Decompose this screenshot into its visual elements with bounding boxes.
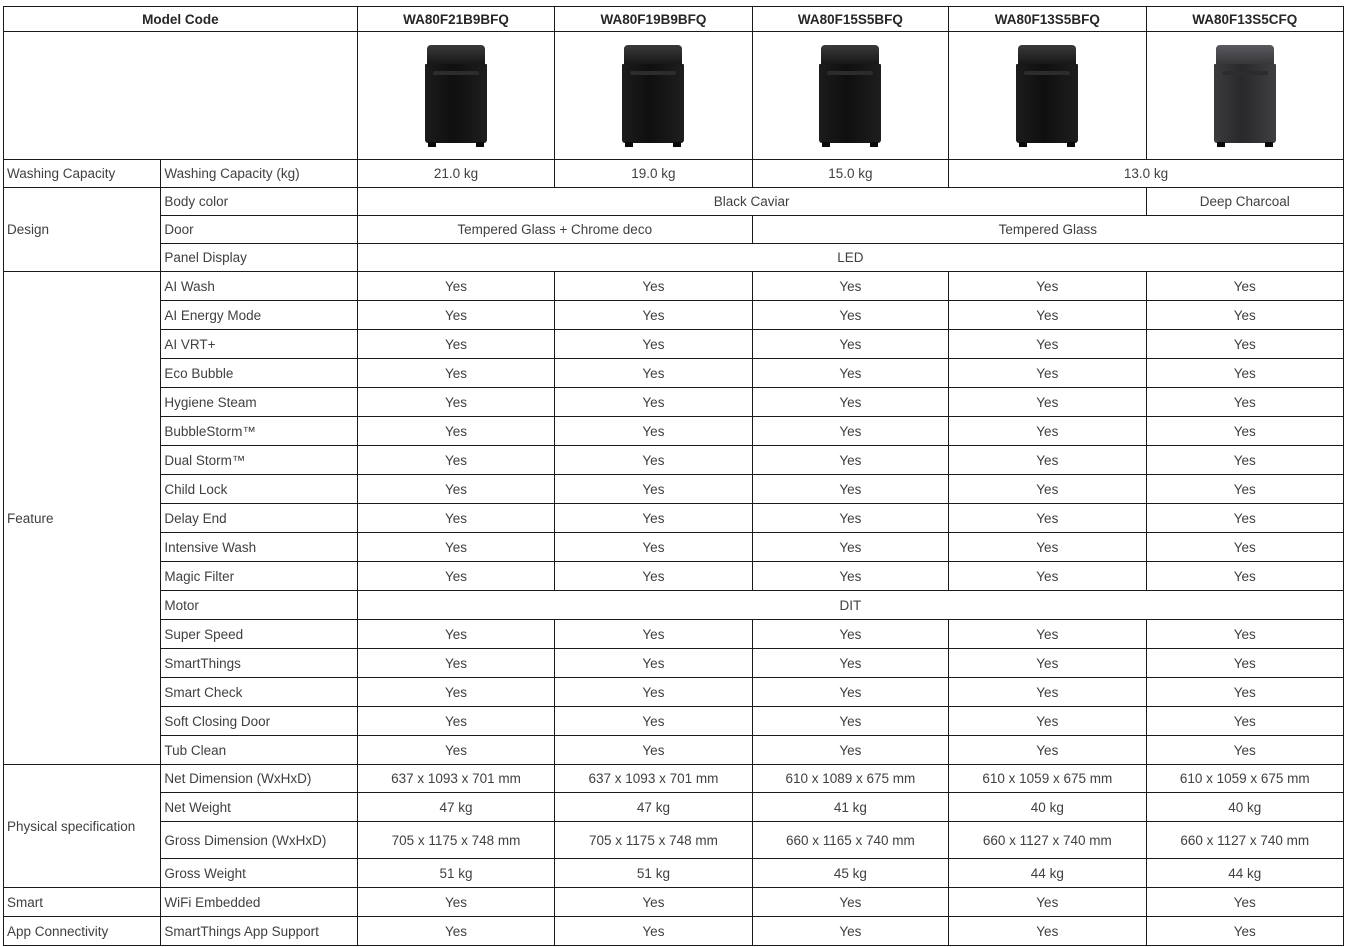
spec-value: Yes [357,736,554,765]
feature-row [4,359,1344,388]
motor-row [4,591,1344,620]
group-label: Feature [4,272,161,765]
spec-value: Yes [752,678,948,707]
spec-value: Yes [1146,475,1343,504]
spec-value: 45 kg [752,859,948,888]
spec-value: Yes [555,272,752,301]
product-image [952,45,1142,147]
spec-value: Yes [555,475,752,504]
spec-value: 660 x 1127 x 740 mm [949,822,1146,859]
spec-value: DIT [357,591,1343,620]
spec-value: Deep Charcoal [1146,188,1343,216]
spec-value: Yes [357,707,554,736]
spec-label: Magic Filter [161,562,357,591]
product-image-cell [752,32,948,160]
spec-label: BubbleStorm™ [161,417,357,446]
spec-value: Yes [752,272,948,301]
spec-value: Yes [752,388,948,417]
image-row-blank [4,32,358,160]
spec-value: Yes [949,649,1146,678]
feature-row [4,562,1344,591]
spec-value: Yes [357,359,554,388]
spec-value: Yes [949,620,1146,649]
physical-row [4,822,1344,859]
spec-value: Yes [949,917,1146,946]
spec-value: Yes [555,330,752,359]
feature-row [4,504,1344,533]
spec-label: Delay End [161,504,357,533]
spec-value: Yes [949,533,1146,562]
spec-value: Yes [357,475,554,504]
spec-value: 637 x 1093 x 701 mm [357,765,554,793]
spec-label: Net Dimension (WxHxD) [161,765,357,793]
feature-row [4,736,1344,765]
spec-value: Yes [949,272,1146,301]
spec-value: Tempered Glass + Chrome deco [357,216,752,244]
spec-value: Yes [949,359,1146,388]
spec-value: Yes [357,417,554,446]
spec-value: Yes [752,736,948,765]
spec-value: Yes [357,917,554,946]
spec-value: Yes [752,446,948,475]
spec-value: Yes [555,888,752,917]
spec-value: Yes [752,417,948,446]
feature-row [4,388,1344,417]
spec-value: Yes [555,649,752,678]
spec-value: Yes [1146,649,1343,678]
spec-label: WiFi Embedded [161,888,357,917]
spec-value: Yes [357,649,554,678]
model-name: WA80F21B9BFQ [357,7,554,32]
spec-label: Eco Bubble [161,359,357,388]
product-image-cell [357,32,554,160]
spec-value: Yes [357,446,554,475]
spec-value: Yes [1146,533,1343,562]
spec-value: Yes [1146,707,1343,736]
spec-value: 610 x 1059 x 675 mm [949,765,1146,793]
spec-value: Yes [357,388,554,417]
spec-value: 47 kg [357,793,554,822]
spec-value: Yes [1146,736,1343,765]
spec-value: 705 x 1175 x 748 mm [555,822,752,859]
feature-row [4,649,1344,678]
spec-label: SmartThings [161,649,357,678]
feature-row [4,446,1344,475]
spec-value: Yes [949,504,1146,533]
spec-value: Yes [752,888,948,917]
spec-value: Yes [1146,917,1343,946]
header-row [4,7,1344,32]
spec-table [3,6,1344,946]
group-label: Smart [4,888,161,917]
spec-value: 610 x 1089 x 675 mm [752,765,948,793]
spec-value: Yes [949,562,1146,591]
feature-row [4,475,1344,504]
spec-label: Body color [161,188,357,216]
product-image-cell [555,32,752,160]
spec-value: Yes [949,330,1146,359]
spec-label: AI Wash [161,272,357,301]
spec-value: Yes [357,620,554,649]
spec-label: AI Energy Mode [161,301,357,330]
feature-row [4,533,1344,562]
spec-value: Yes [752,707,948,736]
physical-row [4,793,1344,822]
spec-value: Yes [752,475,948,504]
spec-label: Gross Weight [161,859,357,888]
spec-value: Yes [357,888,554,917]
spec-label: Hygiene Steam [161,388,357,417]
spec-value: Yes [949,388,1146,417]
spec-value: 44 kg [949,859,1146,888]
product-image-cell [949,32,1146,160]
model-code-header: Model Code [4,7,358,32]
spec-value: Yes [949,707,1146,736]
spec-value: Yes [949,736,1146,765]
washing-capacity-row [4,160,1344,188]
spec-value: LED [357,244,1343,272]
spec-value: 51 kg [357,859,554,888]
spec-value: Yes [949,301,1146,330]
spec-value: Yes [1146,504,1343,533]
spec-label: Super Speed [161,620,357,649]
feature-row [4,678,1344,707]
spec-value: Yes [555,736,752,765]
spec-value: Yes [555,562,752,591]
smart-row [4,888,1344,917]
spec-value: Yes [949,888,1146,917]
model-name: WA80F15S5BFQ [752,7,948,32]
spec-value: Yes [357,533,554,562]
spec-value: Black Caviar [357,188,1146,216]
feature-row [4,417,1344,446]
feature-row [4,301,1344,330]
spec-value: Yes [1146,330,1343,359]
spec-value: 660 x 1127 x 740 mm [1146,822,1343,859]
spec-label: Tub Clean [161,736,357,765]
group-label: Design [4,188,161,272]
spec-label: Intensive Wash [161,533,357,562]
spec-value: Yes [1146,272,1343,301]
model-name: WA80F13S5CFQ [1146,7,1343,32]
spec-value: 40 kg [1146,793,1343,822]
spec-value: Yes [357,272,554,301]
spec-value: Yes [357,301,554,330]
spec-value: Yes [1146,417,1343,446]
spec-label: SmartThings App Support [161,917,357,946]
feature-row [4,707,1344,736]
physical-row [4,765,1344,793]
spec-value: Yes [949,475,1146,504]
spec-value: 47 kg [555,793,752,822]
spec-label: Smart Check [161,678,357,707]
spec-value: Yes [1146,446,1343,475]
spec-value: Yes [555,917,752,946]
spec-label: Gross Dimension (WxHxD) [161,822,357,859]
spec-value: Yes [752,917,948,946]
spec-value: 51 kg [555,859,752,888]
spec-value: Tempered Glass [752,216,1343,244]
spec-label: Net Weight [161,793,357,822]
spec-value: Yes [752,533,948,562]
spec-label: Washing Capacity (kg) [161,160,357,188]
product-image [558,45,748,147]
group-label: App Connectivity [4,917,161,946]
spec-value: Yes [1146,888,1343,917]
spec-value: Yes [555,301,752,330]
spec-value: 44 kg [1146,859,1343,888]
feature-row [4,272,1344,301]
spec-value: Yes [1146,562,1343,591]
product-image [1150,45,1340,147]
door-row [4,216,1344,244]
spec-value: 15.0 kg [752,160,948,188]
spec-value: 637 x 1093 x 701 mm [555,765,752,793]
spec-value: Yes [752,620,948,649]
spec-value: Yes [949,417,1146,446]
spec-value: 705 x 1175 x 748 mm [357,822,554,859]
spec-value: 21.0 kg [357,160,554,188]
spec-value: Yes [752,562,948,591]
spec-value: Yes [357,330,554,359]
feature-row [4,330,1344,359]
spec-value: 660 x 1165 x 740 mm [752,822,948,859]
spec-value: Yes [949,446,1146,475]
panel-display-row [4,244,1344,272]
spec-value: 41 kg [752,793,948,822]
spec-value: Yes [1146,620,1343,649]
group-label: Washing Capacity [4,160,161,188]
spec-value: Yes [555,620,752,649]
spec-value: Yes [1146,301,1343,330]
spec-value: Yes [555,533,752,562]
feature-row [4,620,1344,649]
spec-value: Yes [752,504,948,533]
spec-label: Dual Storm™ [161,446,357,475]
spec-value: Yes [357,562,554,591]
spec-value: Yes [752,330,948,359]
spec-value: Yes [1146,359,1343,388]
spec-value: Yes [357,678,554,707]
washer-image [819,45,881,147]
spec-value: Yes [555,707,752,736]
spec-label: Panel Display [161,244,357,272]
spec-value: 40 kg [949,793,1146,822]
spec-value: Yes [752,359,948,388]
spec-label: Soft Closing Door [161,707,357,736]
washer-image [425,45,487,147]
spec-label: AI VRT+ [161,330,357,359]
washer-image [622,45,684,147]
spec-value: Yes [949,678,1146,707]
spec-value: Yes [555,504,752,533]
spec-label: Child Lock [161,475,357,504]
body-color-row [4,188,1344,216]
washer-image [1016,45,1078,147]
spec-value: Yes [752,649,948,678]
product-image [361,45,551,147]
spec-value: 610 x 1059 x 675 mm [1146,765,1343,793]
spec-value: Yes [1146,678,1343,707]
physical-row [4,859,1344,888]
spec-value: Yes [555,446,752,475]
spec-label: Motor [161,591,357,620]
model-name: WA80F19B9BFQ [555,7,752,32]
spec-label: Door [161,216,357,244]
model-name: WA80F13S5BFQ [949,7,1146,32]
spec-value: Yes [1146,388,1343,417]
product-image [756,45,945,147]
group-label: Physical specification [4,765,161,888]
product-image-cell [1146,32,1343,160]
spec-value: Yes [555,388,752,417]
spec-value: Yes [555,417,752,446]
spec-value: Yes [555,359,752,388]
image-row [4,32,1344,160]
spec-value: Yes [357,504,554,533]
spec-value: 19.0 kg [555,160,752,188]
spec-value: Yes [555,678,752,707]
washer-image [1214,45,1276,147]
app-connectivity-row [4,917,1344,946]
spec-value: 13.0 kg [949,160,1344,188]
spec-value: Yes [752,301,948,330]
